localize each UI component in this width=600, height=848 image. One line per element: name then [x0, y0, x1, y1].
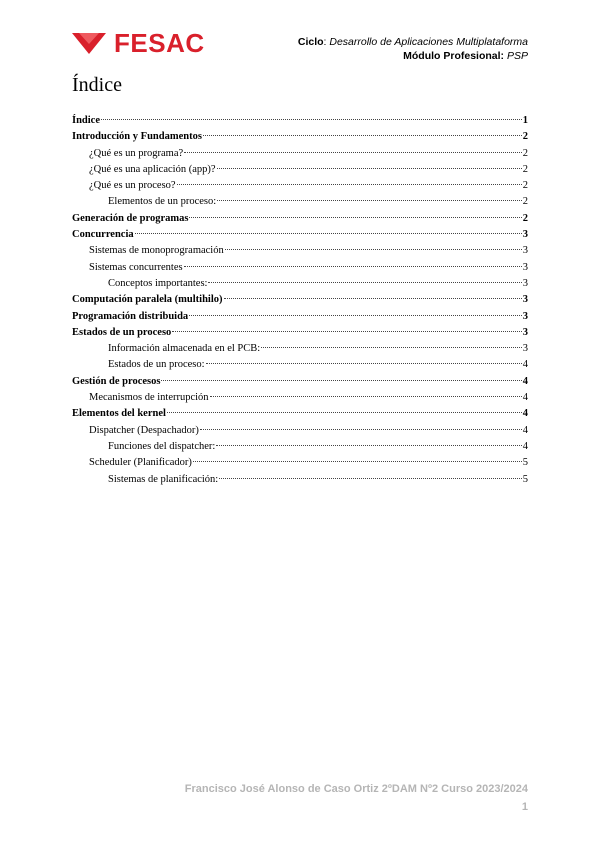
toc-entry-page: 3 — [522, 229, 528, 241]
header-ciclo-line: Ciclo: Desarrollo de Aplicaciones Multiplataforma — [297, 36, 528, 48]
fesac-logo-icon — [72, 31, 106, 55]
logo-text: FESAC — [114, 28, 205, 58]
toc-entry-label: ¿Qué es una aplicación (app)? — [89, 163, 216, 175]
toc-entry-label: Dispatcher (Despachador) — [89, 424, 199, 436]
toc-entry-page: 2 — [522, 147, 528, 159]
toc-entry[interactable] — [72, 359, 528, 375]
toc-entry[interactable] — [72, 115, 528, 131]
page-header — [298, 35, 528, 63]
toc-entry-page: 3 — [522, 294, 528, 306]
toc-entry-label: Concurrencia — [72, 229, 134, 241]
toc-entry[interactable] — [72, 376, 528, 392]
toc-leader-dots — [208, 282, 521, 283]
toc-entry-label: Funciones del dispatcher: — [108, 440, 216, 452]
toc-entry[interactable] — [72, 278, 528, 294]
toc-entry[interactable] — [72, 229, 528, 245]
page-title: Índice — [72, 74, 122, 96]
toc-entry-label: Conceptos importantes: — [108, 277, 208, 289]
toc-entry-page: 4 — [522, 375, 528, 387]
toc-entry[interactable] — [72, 474, 528, 490]
toc-entry-page: 2 — [522, 196, 528, 208]
toc-entry-label: Mecanismos de interrupción — [89, 392, 209, 404]
toc-entry-label: Scheduler (Planificador) — [89, 457, 192, 469]
toc-leader-dots — [225, 249, 522, 250]
table-of-contents — [72, 115, 528, 490]
toc-entry[interactable] — [72, 131, 528, 147]
toc-entry-page: 5 — [522, 473, 528, 485]
ciclo-value: Desarrollo de Aplicaciones Multiplataforma — [329, 36, 528, 48]
toc-entry[interactable] — [72, 213, 528, 229]
toc-leader-dots — [161, 380, 521, 381]
toc-leader-dots — [217, 200, 522, 201]
toc-entry[interactable] — [72, 425, 528, 441]
toc-leader-dots — [261, 347, 522, 348]
toc-entry-page: 2 — [522, 180, 528, 192]
toc-entry[interactable] — [72, 245, 528, 261]
toc-leader-dots — [217, 168, 522, 169]
toc-entry[interactable] — [72, 408, 528, 424]
modulo-label: Módulo Profesional: — [403, 50, 505, 62]
page-footer — [185, 780, 528, 816]
toc-leader-dots — [210, 396, 522, 397]
toc-entry-label: Sistemas de planificación: — [108, 473, 219, 485]
toc-entry[interactable] — [72, 311, 528, 327]
toc-entry[interactable] — [72, 294, 528, 310]
toc-entry[interactable] — [72, 196, 528, 212]
toc-entry-label: Sistemas de monoprogramación — [89, 245, 224, 257]
toc-leader-dots — [177, 184, 522, 185]
toc-entry-label: ¿Qué es un proceso? — [89, 180, 176, 192]
toc-entry-label: Programación distribuida — [72, 310, 189, 322]
toc-leader-dots — [184, 266, 522, 267]
toc-entry[interactable] — [72, 164, 528, 180]
toc-entry-label: Computación paralela (multihilo) — [72, 294, 223, 306]
toc-leader-dots — [101, 119, 522, 120]
modulo-value: PSP — [506, 50, 528, 62]
toc-leader-dots — [216, 445, 521, 446]
toc-leader-dots — [219, 478, 522, 479]
toc-entry-page: 4 — [522, 440, 528, 452]
toc-entry-page: 3 — [522, 326, 528, 338]
toc-entry-page: 3 — [522, 245, 528, 257]
toc-leader-dots — [203, 135, 522, 136]
toc-entry-label: Generación de programas — [72, 212, 189, 224]
toc-entry-label: Estados de un proceso — [72, 326, 172, 338]
toc-leader-dots — [184, 152, 522, 153]
toc-entry-page: 3 — [522, 261, 528, 273]
toc-leader-dots — [189, 217, 521, 218]
toc-entry[interactable] — [72, 441, 528, 457]
toc-entry-label: Estados de un proceso: — [108, 359, 205, 371]
toc-entry-label: Información almacenada en el PCB: — [108, 343, 261, 355]
toc-entry[interactable] — [72, 327, 528, 343]
toc-entry-page: 1 — [522, 115, 528, 126]
toc-leader-dots — [167, 412, 522, 413]
toc-entry-page: 4 — [522, 408, 528, 420]
toc-entry[interactable] — [72, 180, 528, 196]
ciclo-label: Ciclo — [297, 36, 324, 48]
footer-page-number: 1 — [521, 801, 528, 813]
toc-entry-page: 3 — [522, 277, 528, 289]
toc-entry-label: Elementos de un proceso: — [108, 196, 217, 208]
toc-entry[interactable] — [72, 457, 528, 473]
toc-entry-page: 5 — [522, 457, 528, 469]
toc-entry-page: 2 — [522, 163, 528, 175]
toc-entry-label: Índice — [72, 115, 101, 126]
header-modulo-line — [298, 49, 528, 63]
toc-entry-page: 3 — [522, 343, 528, 355]
toc-leader-dots — [200, 429, 522, 430]
toc-entry-page: 4 — [522, 359, 528, 371]
toc-entry-label: ¿Qué es un programa? — [89, 147, 184, 159]
toc-leader-dots — [135, 233, 522, 234]
toc-entry-page: 4 — [522, 424, 528, 436]
toc-entry-label: Sistemas concurrentes — [89, 261, 183, 273]
toc-entry[interactable] — [72, 148, 528, 164]
toc-leader-dots — [189, 315, 522, 316]
toc-entry-page: 3 — [522, 310, 528, 322]
toc-entry-page: 4 — [522, 392, 528, 404]
toc-leader-dots — [224, 298, 522, 299]
footer-author: Francisco José Alonso de Caso Ortiz 2ºDAM Nº2 Curso 2023/2024 — [184, 783, 528, 795]
toc-leader-dots — [193, 461, 522, 462]
toc-entry-label: Introducción y Fundamentos — [72, 131, 202, 143]
toc-entry[interactable] — [72, 262, 528, 278]
toc-entry-page: 2 — [522, 212, 528, 224]
toc-leader-dots — [206, 363, 522, 364]
toc-entry-page: 2 — [522, 131, 528, 143]
toc-entry[interactable] — [72, 343, 528, 359]
toc-entry[interactable] — [72, 392, 528, 408]
fesac-logo — [72, 30, 205, 56]
toc-entry-label: Elementos del kernel — [72, 408, 166, 420]
toc-leader-dots — [172, 331, 521, 332]
toc-entry-label: Gestión de procesos — [72, 375, 161, 387]
